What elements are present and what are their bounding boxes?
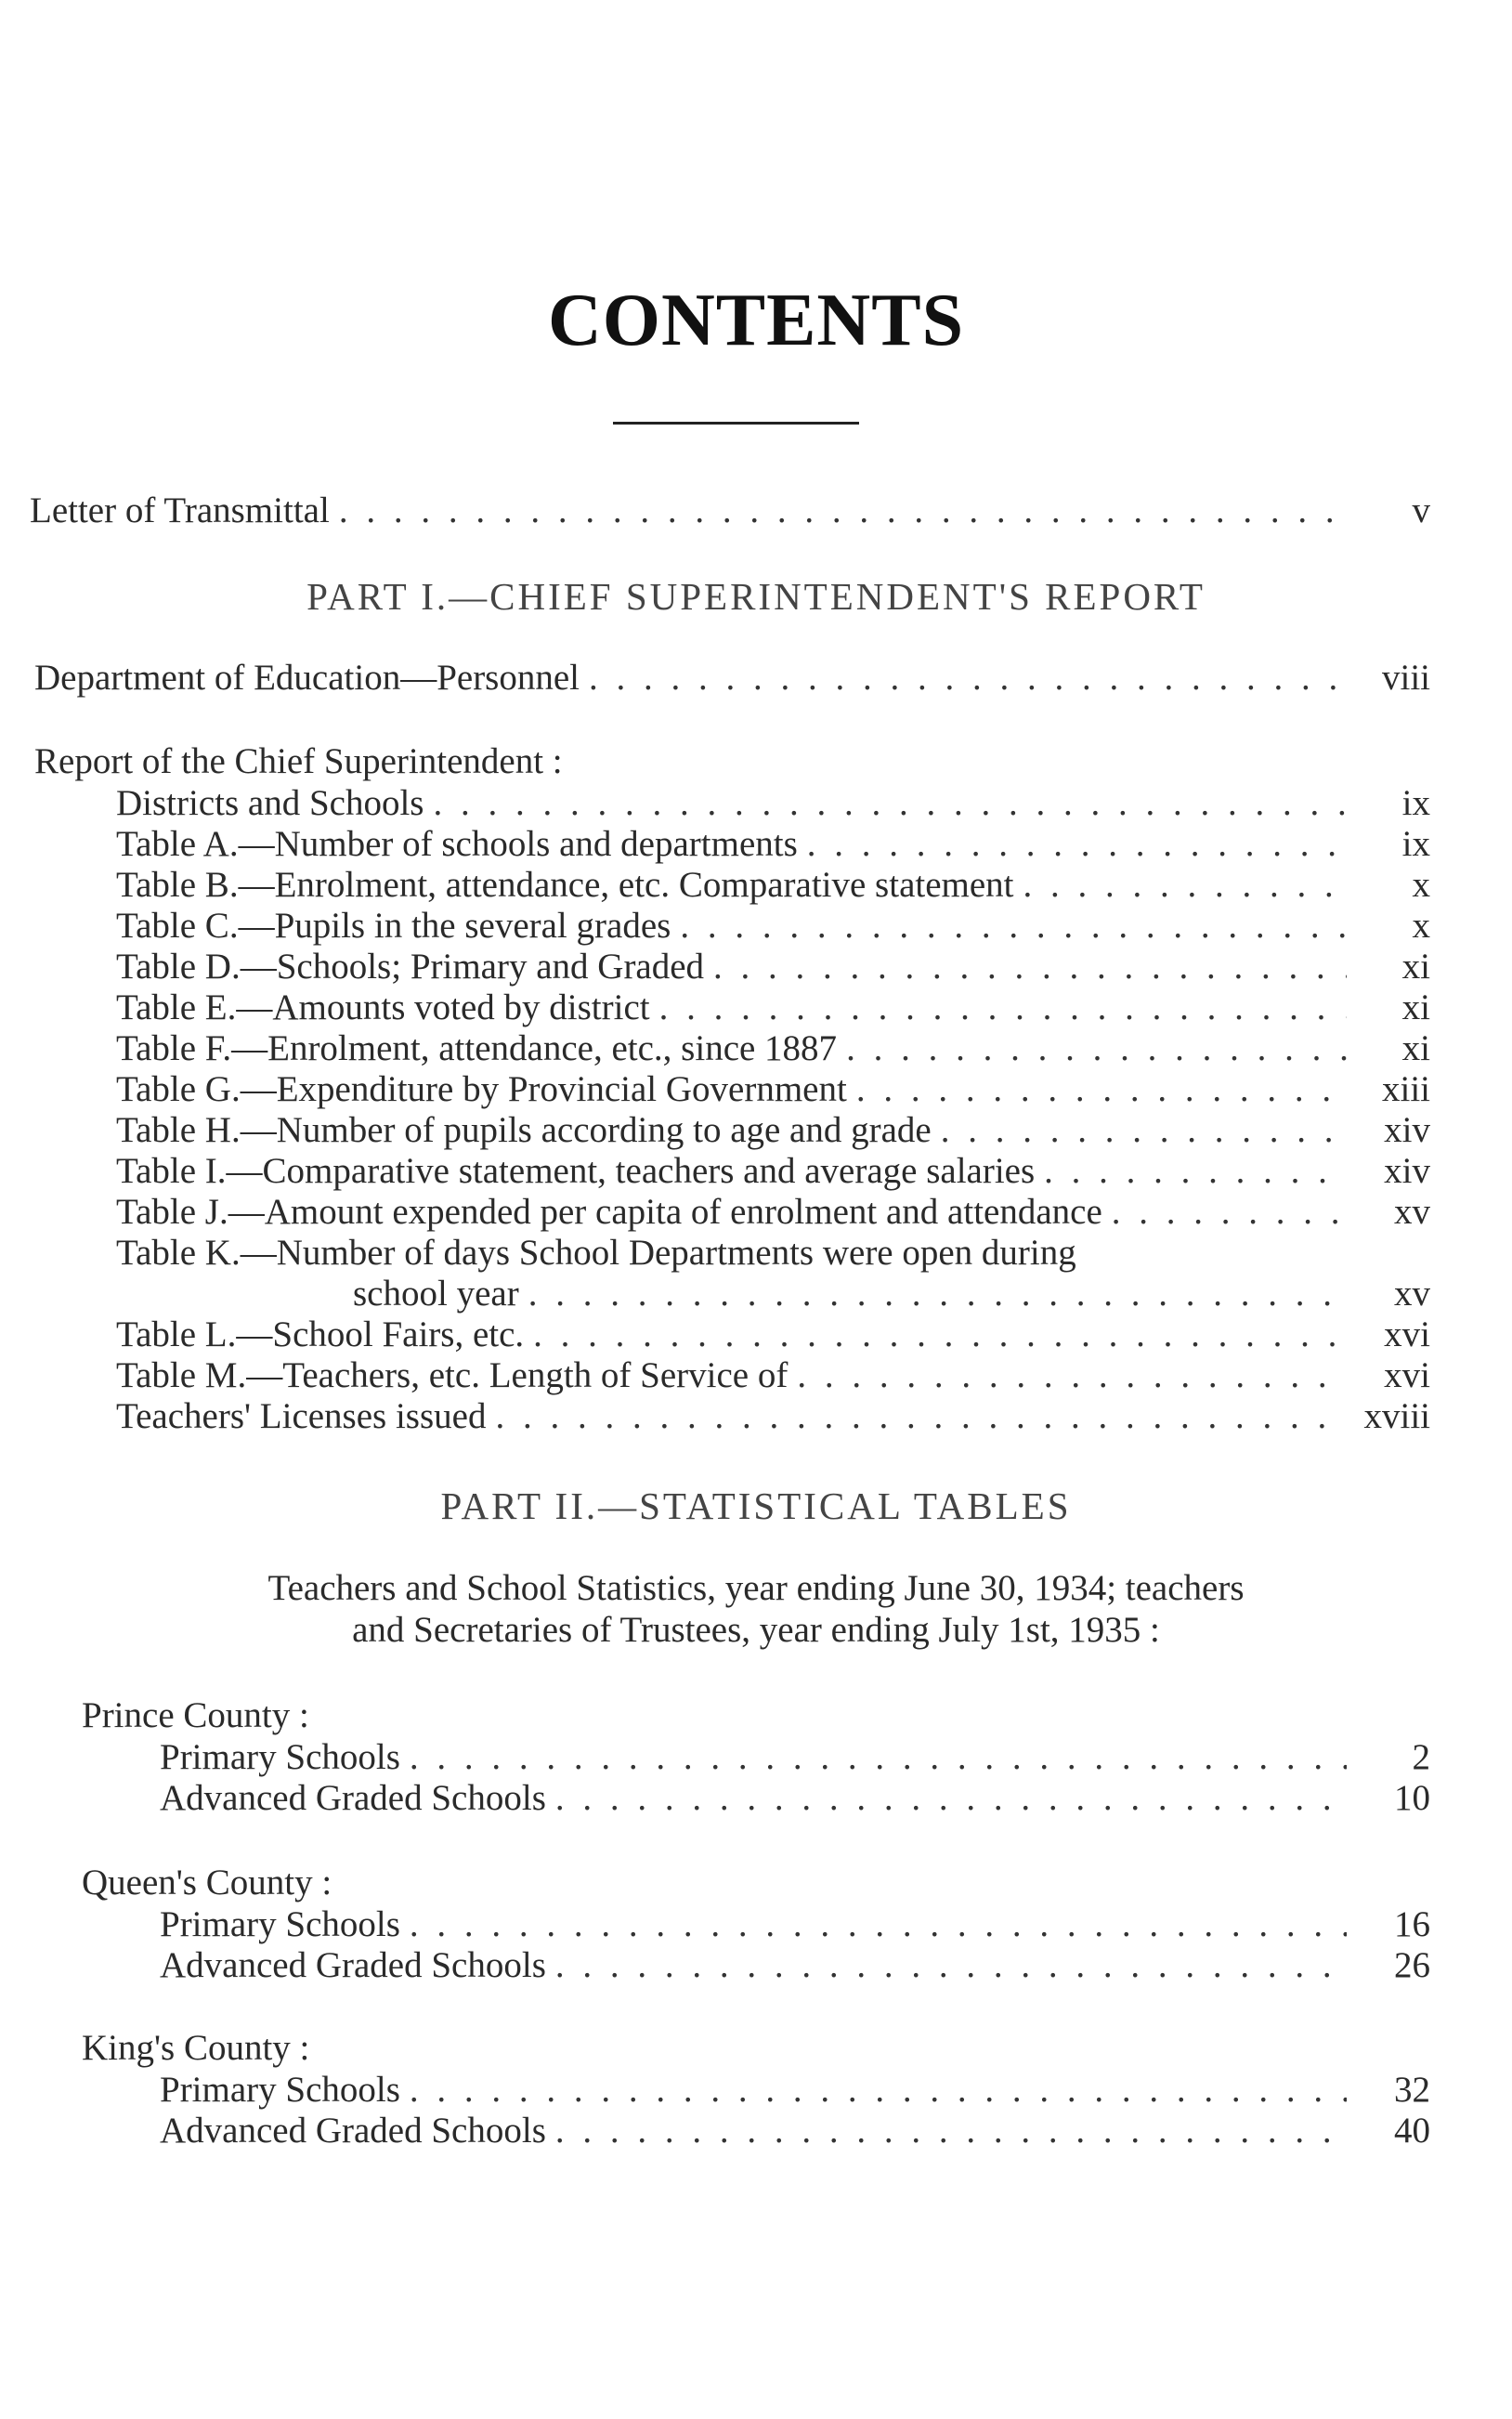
toc-entry-page: xi xyxy=(1401,987,1430,1027)
toc-entry-label: Primary Schools xyxy=(160,1904,400,1944)
toc-entry-page: xi xyxy=(1401,947,1430,987)
toc-entry-label: Table F.—Enrolment, attendance, etc., since 1887 xyxy=(116,1028,838,1068)
leader-dots xyxy=(846,1030,1347,1066)
toc-entry-table-f[interactable] xyxy=(116,1030,1430,1066)
toc-entry-label: Primary Schools xyxy=(160,2070,400,2110)
leader-dots xyxy=(410,1906,1347,1942)
toc-entry-districts[interactable] xyxy=(116,785,1430,821)
toc-entry-page: xiv xyxy=(1384,1151,1430,1191)
county-heading-kings: King's County : xyxy=(82,2028,310,2068)
toc-entry-label: school year xyxy=(353,1274,519,1314)
leader-dots xyxy=(555,1947,1347,1983)
toc-entry-page: x xyxy=(1412,906,1430,946)
toc-entry-label: Primary Schools xyxy=(160,1737,400,1777)
toc-entry-table-i[interactable] xyxy=(116,1153,1430,1189)
toc-entry-prince-primary[interactable] xyxy=(160,1739,1430,1775)
toc-entry-table-m[interactable] xyxy=(116,1357,1430,1393)
leader-dots xyxy=(533,1316,1347,1353)
toc-entry-page: 32 xyxy=(1394,2070,1430,2110)
toc-entry-label: Teachers' Licenses issued xyxy=(116,1396,487,1436)
toc-entry-page: viii xyxy=(1381,658,1430,698)
toc-entry-page: xvi xyxy=(1384,1355,1430,1395)
toc-entry-table-e[interactable] xyxy=(116,989,1430,1026)
report-intro: Report of the Chief Superintendent : xyxy=(34,741,563,781)
toc-entry-page: xi xyxy=(1401,1028,1430,1068)
toc-entry-label: Advanced Graded Schools xyxy=(160,1778,546,1818)
toc-entry-label: Department of Education—Personnel xyxy=(34,658,580,698)
toc-entry-label: Table C.—Pupils in the several grades xyxy=(116,906,671,946)
toc-entry-table-k[interactable] xyxy=(353,1275,1430,1312)
leader-dots xyxy=(659,989,1347,1026)
leader-dots xyxy=(680,908,1347,944)
toc-entry-label: Table A.—Number of schools and departments xyxy=(116,824,798,864)
toc-entry-page: v xyxy=(1412,490,1430,530)
toc-entry-table-a[interactable] xyxy=(116,826,1430,862)
toc-entry-table-c[interactable] xyxy=(116,908,1430,944)
toc-entry-table-k-line1[interactable]: Table K.—Number of days School Departments were open during xyxy=(116,1233,1076,1273)
page-title: CONTENTS xyxy=(547,280,965,361)
toc-entry-page: xiv xyxy=(1384,1110,1430,1150)
toc-entry-table-g[interactable] xyxy=(116,1071,1430,1107)
toc-entry-kings-primary[interactable] xyxy=(160,2072,1430,2108)
leader-dots xyxy=(797,1357,1347,1393)
toc-entry-label: Table E.—Amounts voted by district xyxy=(116,987,650,1027)
toc-entry-page: xviii xyxy=(1363,1396,1430,1436)
toc-entry-label: Table M.—Teachers, etc. Length of Service of xyxy=(116,1355,789,1395)
part-2-heading: PART II.—STATISTICAL TABLES xyxy=(440,1484,1072,1527)
leader-dots xyxy=(713,948,1347,985)
toc-entry-page: xv xyxy=(1394,1192,1430,1232)
toc-entry-page: 26 xyxy=(1394,1945,1430,1985)
toc-entry-page: 16 xyxy=(1394,1904,1430,1944)
part-1-heading: PART I.—CHIEF SUPERINTENDENT'S REPORT xyxy=(306,575,1206,618)
toc-entry-page: ix xyxy=(1401,783,1430,823)
leader-dots xyxy=(433,785,1347,821)
leader-dots xyxy=(1023,867,1347,903)
leader-dots xyxy=(555,1780,1347,1816)
leader-dots xyxy=(528,1275,1347,1312)
toc-entry-label: Table G.—Expenditure by Provincial Government xyxy=(116,1069,847,1109)
toc-entry-queens-primary[interactable] xyxy=(160,1906,1430,1942)
toc-entry-label: Table H.—Number of pupils according to age and grade xyxy=(116,1110,932,1150)
toc-entry-label: Table B.—Enrolment, attendance, etc. Comparative statement xyxy=(116,865,1014,905)
toc-entry-department[interactable] xyxy=(34,660,1430,696)
leader-dots xyxy=(495,1398,1347,1434)
toc-entry-kings-advanced[interactable] xyxy=(160,2112,1430,2149)
leader-dots xyxy=(410,1739,1347,1775)
toc-entry-table-b[interactable] xyxy=(116,867,1430,903)
leader-dots xyxy=(410,2072,1347,2108)
toc-entry-table-h[interactable] xyxy=(116,1112,1430,1148)
leader-dots xyxy=(1044,1153,1347,1189)
toc-entry-page: xvi xyxy=(1384,1314,1430,1354)
toc-entry-label: Table L.—School Fairs, etc. xyxy=(116,1314,525,1354)
toc-entry-label: Table D.—Schools; Primary and Graded xyxy=(116,947,705,987)
toc-entry-table-j[interactable] xyxy=(116,1194,1430,1230)
toc-entry-licenses[interactable] xyxy=(116,1398,1430,1434)
toc-entry-page: x xyxy=(1412,865,1430,905)
toc-entry-label: Advanced Graded Schools xyxy=(160,2111,546,2151)
toc-entry-table-d[interactable] xyxy=(116,948,1430,985)
leader-dots xyxy=(941,1112,1347,1148)
toc-entry-page: 2 xyxy=(1412,1737,1430,1777)
part-2-intro-line-1: Teachers and School Statistics, year ending June 30, 1934; teachers xyxy=(267,1568,1245,1608)
leader-dots xyxy=(339,492,1347,529)
toc-entry-table-l[interactable] xyxy=(116,1316,1430,1353)
part-2-intro-line-2: and Secretaries of Trustees, year ending July 1st, 1935 : xyxy=(352,1610,1160,1650)
toc-entry-page: 40 xyxy=(1394,2111,1430,2151)
toc-entry-label: Table J.—Amount expended per capita of enrolment and attendance xyxy=(116,1192,1102,1232)
leader-dots xyxy=(1112,1194,1347,1230)
toc-entry-page: ix xyxy=(1401,824,1430,864)
toc-entry-label: Districts and Schools xyxy=(116,783,424,823)
toc-entry-page: xv xyxy=(1394,1274,1430,1314)
toc-entry-queens-advanced[interactable] xyxy=(160,1947,1430,1983)
toc-entry-letter-of-transmittal[interactable] xyxy=(30,492,1430,529)
toc-entry-prince-advanced[interactable] xyxy=(160,1780,1430,1816)
leader-dots xyxy=(856,1071,1347,1107)
leader-dots xyxy=(589,660,1347,696)
leader-dots xyxy=(807,826,1347,862)
toc-entry-page: 10 xyxy=(1394,1778,1430,1818)
title-divider xyxy=(613,422,859,425)
leader-dots xyxy=(555,2112,1347,2149)
toc-entry-label: Letter of Transmittal xyxy=(30,490,330,530)
county-heading-prince: Prince County : xyxy=(82,1695,309,1735)
toc-entry-label: Table I.—Comparative statement, teachers and average salaries xyxy=(116,1151,1036,1191)
county-heading-queens: Queen's County : xyxy=(82,1863,332,1903)
toc-entry-label: Advanced Graded Schools xyxy=(160,1945,546,1985)
toc-entry-page: xiii xyxy=(1381,1069,1430,1109)
